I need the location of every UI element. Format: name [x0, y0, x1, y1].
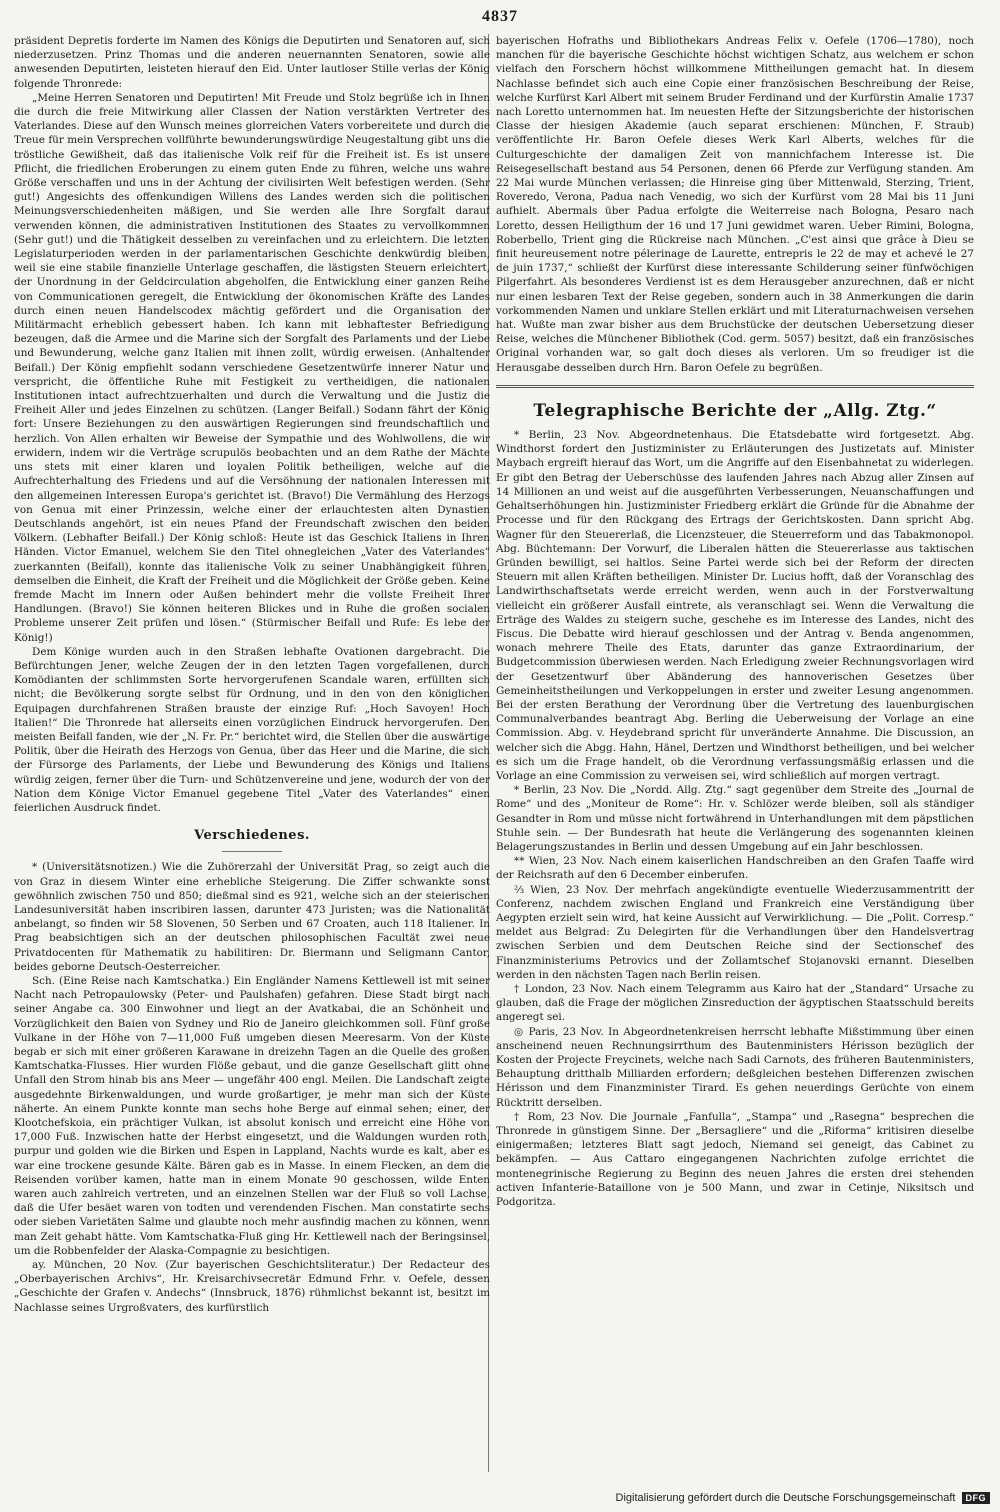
left-column [14, 34, 490, 1472]
section-heading: Verschiedenes. [194, 828, 310, 844]
footer-text: Digitalisierung gefördert durch die Deutsche Forschungsgemeinschaft [615, 1492, 956, 1504]
digitization-footer [616, 1492, 990, 1504]
article-paragraph: „Meine Herren Senatoren und Deputirten! Mit Freude und Stolz begrüße ich in Ihnen die durch die freie Mitwirkung aller Classen der Nation verstärkten Vertreter des Vaterlandes. Diese auf den Wunsch meines glorreichen Vaters vorbereitete und durch die Treue für mein Versprechen vollführte bewunderungswürdige Neugestaltung gibt uns die tröstliche Gewißheit, daß das italienische Volk reif für die Freiheit ist. Es ist unsere Pflicht, die friedlichen Eroberungen zu einem guten Ende zu führen, welche uns wahre Größe verschaffen und uns in der Achtung der civilisirten Welt befestigen werden. (Sehr gut!) Angesichts des offenkundigen Willens des Landes werden sich die politischen Meinungsverschiedenheiten mäßigen, und Sie werden alle Ihre Sorgfalt darauf verwenden können, die administrativen Institutionen des Staates zu vervollkommnen (Sehr gut!) und die Thätigkeit desselben zu vereinfachen und zu erleichtern. Die letzten Legislaturperioden werden in der parlamentarischen Geschichte denkwürdig bleiben, weil sie eine stabile finanzielle Unterlage geschaffen, die lästigsten Steuern erleichtert, der Unordnung in der Geldcirculation abgeholfen, die Entwicklung einer ganzen Reihe von Communicationen geregelt, die Entwicklung der ökonomischen Kräfte des Landes durch einen neuen Handelscodex mächtig gefördert und die Organisation der Militärmacht erheblich gebessert haben. Ich kann mit lebhaftester Befriedigung bezeugen, daß die Armee und die Marine sich der Sorgfalt des Parlaments und der Liebe und Bewunderung, welche ganz Italien mit ihnen zollt, würdig erweisen. (Anhaltender Beifall.) Der König empfiehlt sodann verschiedene Gesetzentwürfe innerer Natur und verspricht, die öffentliche Ruhe mit Festigkeit zu vertheidigen, die nationalen Institutionen intact aufrechtzuerhalten und durch die Verwaltung und die Justiz die Freiheit Aller und jedes Einzelnen zu schützen. (Langer Beifall.) Sodann fährt der König fort: Unsere Beziehungen zu den auswärtigen Regierungen sind freundschaftlich und herzlich. Von Allen erhalten wir Beweise der Sympathie und des Wohlwollens, die wir erwidern, indem wir die Verträge scrupulös beobachten und an dem Rathe der Mächte uns stets mit einer klaren und loyalen Politik betheiligen, welche auf die Aufrechterhaltung des Friedens und auf die Versöhnung der nationalen Interessen mit den allgemeinen Interessen Europa's gerichtet ist. (Bravo!) Die Vermählung des Herzogs von Genua mit einer Prinzessin, welche einer der erlauchtesten alten Dynastien Deutschlands angehört, ist ein neues Pfand der Freundschaft zwischen den beiden Völkern. (Lebhafter Beifall.) Der König schloß: Heute ist das Geschick Italiens in Ihren Händen. Victor Emanuel, welchem Sie den Titel ohnegleichen „Vater des Vaterlandes“ zuerkannten (Beifall), konnte das italienische Volk zu seiner Unabhängigkeit führen, demselben die Einheit, die Kraft der Freiheit und die Möglichkeit der Größe geben. Keine fremde Macht im Innern oder Außen behindert mehr die vollste Freiheit Ihrer Handlungen. (Bravo!) Sie können heiteren Blickes und in Ruhe die großen socialen Probleme unserer Zeit prüfen und lösen.“ (Stürmischer Beifall und Rufe: Es lebe der König!) [14, 91, 490, 644]
section-rule [222, 851, 282, 852]
telegram-item: * Berlin, 23 Nov. Die „Nordd. Allg. Ztg.“ sagt gegenüber dem Streite des „Journal de Rome“ und des „Moniteur de Rome“: Hr. v. Schlözer werde bleiben, soll als ständiger Gesandter in Rom und müsse nicht fortwährend in Unterhandlungen mit dem päpstlichen Stuhle sein. — Der Bundesrath hat heute die Verlängerung des sogenannten kleinen Belagerungszustandes in Berlin und dessen Umgebung auf ein Jahr beschlossen. [496, 784, 974, 853]
telegram-item: † Rom, 23 Nov. Die Journale „Fanfulla“, „Stampa“ und „Rasegna“ besprechen die Thronrede in günstigem Sinne. Der „Bersagliere“ und die „Riforma“ kritisiren dieselbe einigermaßen; letzteres Blatt sagt jedoch, Niemand sei geneigt, das Cabinet zu bekämpfen. — Aus Cattaro eingegangenen Nachrichten zufolge errichtet die montenegrinische Regierung zu Beginn des neuen Jahres die ersten drei stehenden activen Infanterie-Bataillone von je 500 Mann, und zwar in Cetinje, Niksitsch und Podgoritza. [496, 1110, 974, 1209]
right-column [496, 34, 974, 1472]
section-rule [496, 385, 974, 388]
telegram-item: ◎ Paris, 23 Nov. In Abgeordnetenkreisen herrscht lebhafte Mißstimmung über einen anscheinend neuen Rechnungsirrthum des Bautenministers Hérisson bezüglich der Kosten der Projecte Freycinets, welche nach Sadi Carnots, des früheren Bautenministers, Behauptung dritthalb Milliarden erfordern; deßgleichen bestehen Differenzen zwischen Hérisson und dem Finanzminister Tirard. Es gehen neuerdings Gerüchte von einem Rücktritt derselben. [496, 1025, 974, 1109]
section-heading: Telegraphische Berichte der „Allg. Ztg.“ [533, 400, 937, 421]
news-item: Sch. (Eine Reise nach Kamtschatka.) Ein Engländer Namens Kettlewell ist mit seiner Nacht nach Petropaulowsky (Peter- und Paulshafen) gefahren. Diese Stadt birgt nach seiner Angabe ca. 300 Einwohner und liegt an der Avatkabai, die an Schönheit und Vorzüglichkeit den Baien von Sydney und Rio de Janeiro gleichkommen soll. Fünf große Vulkane in der Höhe von 7—11,000 Fuß umgeben diesen Meeresarm. Von der Küste begab er sich mit einer größeren Karawane in dreizehn Tagen an die Quelle des großen Kamtschatka-Flusses. Hier wurden Flöße gebaut, und die ganze Gesellschaft glitt ohne Unfall den Strom hinab bis ans Meer — ungefähr 400 engl. Meilen. Die Landschaft zeigte ausgedehnte Birkenwaldungen, und wurde großartiger, je mehr man sich der Küste näherte. An einem Punkte konnte man sechs hohe Berge auf einmal sehen; einer, der Klootchefskoia, ein prächtiger Vulkan, ist absolut konisch und erreicht eine Höhe von 17,000 Fuß. Inzwischen hatte der Herbst eingesetzt, und die Waldungen wurden roth, purpur und golden wie die Birken und Espen in Lappland, Nachts wurde es kalt, aber es war eine trockene gesunde Kälte. Bären gab es in Masse. In einem Flecken, an dem die Reisenden vorüber kamen, hatte man in einem Monate 90 geschossen, wilde Enten waren auch zahlreich vertreten, und an einzelnen Stellen war der Fluß so voll Lachse, daß die Ufer besäet waren von todten und verendenden Fischen. Man constatirte sechs oder sieben Varietäten Salme und glaubte noch mehr ausfindig machen zu können, wenn man Zeit gehabt hätte. Vom Kamtschatka-Fluß ging Hr. Kettlewell nach der Beringsinsel, um die Robbenfelder der Alaska-Compagnie zu besichtigen. [14, 975, 490, 1257]
telegram-item: * Berlin, 23 Nov. Abgeordnetenhaus. Die Etatsdebatte wird fortgesetzt. Abg. Windthorst fordert den Justizminister zu Erläuterungen des Justizetats auf. Minister Maybach ergreift hierauf das Wort, um die Angriffe auf den Eisenbahnetat zu widerlegen. Er gibt den Betrag der Ueberschüsse des laufenden Jahres nach Abzug aller Zinsen auf 14 Millionen an und weist auf die ausgeführten Verbesserungen, Neuanschaffungen und Gehaltserhöhungen hin. Justizminister Friedberg erklärt die Gründe für die Abnahme der Processe und für den Rückgang des Ertrags der Gerichtskosten. Dann spricht Abg. Wagner für den Steuererlaß, die Licenzsteuer, die Steuerreform und das Tabakmonopol. Abg. Büchtemann: Der Vorwurf, die Liberalen hätten die Steuererlasse aus taktischen Gründen bewilligt, sei haltlos. Seine Partei werde sich bei der Reform der directen Steuern mit allen Kräften betheiligen. Minister Dr. Lucius hofft, daß der Voranschlag des Landwirthschaftsetats werde erreicht werden, wenn auch in der Forstverwaltung vielleicht ein größerer Ausfall eintrete, als veranschlagt sei. Wenn die Verwaltung die Erträge des Waldes zu steigern suche, geschehe es im Interesse des Landes, nicht des Fiscus. Die Debatte wird hierauf geschlossen und der Antrag v. Benda angenommen, wonach mehrere Theile des Etats, darunter das ganze Extraordinarium, der Budgetcommission überwiesen werden. Nach Erledigung zweier Rechnungsvorlagen wird der Gesetzentwurf über Abänderung des hannoverischen Gesetzes über Gemeinheitstheilungen und Verkoppelungen in erster und zweiter Lesung angenommen. Bei der ersten Berathung der Verordnung über die Vertretung des lauenburgischen Communalverbandes beantragt Abg. Berling die Ueberweisung der Vorlage an eine Commission. Abg. v. Heydebrand spricht für unveränderte Annahme. Die Discussion, an welcher sich die Abgg. Hahn, Hänel, Dertzen und Windthorst betheiligen, und bei welcher es sich um die Frage handelt, ob die Verordnung verfassungsmäßig erlassen und die Vorlage an eine Commission zu verweisen sei, wird schließlich auf morgen vertragt. [496, 429, 974, 782]
page-number: 4837 [482, 8, 518, 25]
dfg-logo-icon: DFG [962, 1492, 991, 1504]
telegram-item: ** Wien, 23 Nov. Nach einem kaiserlichen Handschreiben an den Grafen Taaffe wird der Reichsrath auf den 6 December einberufen. [496, 855, 974, 882]
news-item: ay. München, 20 Nov. (Zur bayerischen Geschichtsliteratur.) Der Redacteur des „Oberbayerischen Archivs“, Hr. Kreisarchivsecretär Edmund Frhr. v. Oefele, dessen „Geschichte der Grafen v. Andechs“ (Innsbruck, 1876) rühmlichst bekannt ist, besitzt im Nachlasse seines Urgroßvaters, des kurfürstlich [14, 1259, 490, 1314]
article-paragraph: bayerischen Hofraths und Bibliothekars Andreas Felix v. Oefele (1706—1780), noch manchen für die bayerische Geschichte höchst wichtigen Schatz, aus welchem er schon vielfach den Forschern höchst willkommene Mittheilungen gemacht hat. In diesem Nachlasse befindet sich auch eine Copie einer französischen Beschreibung der Reise, welche Kurfürst Karl Albert mit seinem Bruder Ferdinand und der Kurfürstin Amalie 1737 nach Loretto unternommen hat. Im neuesten Hefte der Sitzungsberichte der historischen Classe der hiesigen Akademie (auch separat erschienen: München, F. Straub) veröffentlichte Hr. Baron Oefele dieses Werk Karl Alberts, welches für die Culturgeschichte der damaligen Zeit von mannichfachem Interesse ist. Die Reisegesellschaft bestand aus 54 Personen, denen 66 Pferde zur Verfügung standen. Am 22 Mai wurde München verlassen; die Hinreise ging über Mittenwald, Sterzing, Trient, Roveredo, Verona, Padua nach Venedig, wo sich der Kurfürst vom 28 Mai bis 11 Juni aufhielt. Abermals über Padua erfolgte die Weiterreise nach Bologna, Pesaro nach Loretto, dessen Heiligthum der 16 und 17 Juni gewidmet waren. Ueber Rimini, Bologna, Roberbello, Trient ging die Rückreise nach München. „C'est ainsi que grâce à Dieu se finit heureusement notre pélerinage de Laurette, entrepris le 22 de may et achevé le 27 de juin 1737,“ schließt der Kurfürst diese interessante Schilderung seiner fünfwöchigen Pilgerfahrt. Als besonderes Verdienst ist es dem Herausgeber anzurechnen, daß er nicht nur einen lesbaren Text der Reise gegeben, sondern auch in 38 Anmerkungen die darin vorkommenden Namen und unklare Stellen erklärt und mit Literaturnachweisen versehen hat. Wußte man zwar bisher aus dem Bruchstücke der deutschen Uebersetzung dieser Reise, welches die Münchener Bibliothek (Cod. germ. 5057) besitzt, daß ein französisches Original vorhanden war, so galt doch dieses als verloren. Um so freudiger ist die Herausgabe desselben durch Hrn. Baron Oefele zu begrüßen. [496, 35, 974, 374]
telegram-item: ⅔ Wien, 23 Nov. Der mehrfach angekündigte eventuelle Wiederzusammentritt der Conferenz, nachdem zwischen England und Frankreich eine Verständigung über Aegypten erzielt sein wird, hat keine Aussicht auf Verwirklichung. — Die „Polit. Corresp.“ meldet aus Belgrad: Zu Delegirten für die Verhandlungen über den Handelsvertrag zwischen Serbien und dem Deutschen Reiche sind der Sectionschef des Finanzministeriums Petrovics und der Zollamtschef Stojanovski ernannt. Dieselben werden in den nächsten Tagen nach Berlin reisen. [496, 883, 974, 981]
telegram-item: † London, 23 Nov. Nach einem Telegramm aus Kairo hat der „Standard“ Ursache zu glauben, daß die Frage der möglichen Zinsreduction der ägyptischen Staatsschuld bereits angeregt sei. [496, 983, 974, 1024]
article-paragraph: präsident Depretis forderte im Namen des Königs die Deputirten und Senatoren auf, sich niederzusetzen. Prinz Thomas und die anderen neuernannten Senatoren, sowie alle anwesenden Deputirten, leisteten hierauf den Eid. Unter lautloser Stille verlas der König folgende Thronrede: [14, 35, 490, 90]
news-item: * (Universitätsnotizen.) Wie die Zuhörerzahl der Universität Prag, so zeigt auch die von Graz in diesem Winter eine erhebliche Steigerung. Die Ziffer schwankte sonst gewöhnlich zwischen 750 und 850; dießmal sind es 921, welche sich an der steierischen Landesuniversität haben inscribiren lassen, darunter 473 Juristen; was die Nationalität anbelangt, so finden wir 58 Slovenen, 50 Serben und 67 Croaten, auch 118 Italiener. In Prag beabsichtigen sich an der deutschen philosophischen Facultät zwei neue Privatdocenten für Mathematik zu habilitiren: Dr. Biermann und Seligmann Cantor, beides geborne Deutsch-Oesterreicher. [14, 861, 490, 973]
article-paragraph: Dem Könige wurden auch in den Straßen lebhafte Ovationen dargebracht. Die Befürchtungen Jener, welche Zeugen der in den letzten Tagen vorgefallenen, durch Komödianten der schlimmsten Sorte hervorgerufenen Scandale waren, erfüllten sich nicht; die Bevölkerung sorgte selbst für Ordnung, und in den von den königlichen Equipagen durchfahrenen Straßen brauste der einzige Ruf: „Hoch Savoyen! Hoch Italien!“ Die Thronrede hat allerseits einen vorzüglichen Eindruck hervorgerufen. Den meisten Beifall fanden, wie der „N. Fr. Pr.“ berichtet wird, die Stellen über die auswärtige Politik, über die Heirath des Herzogs von Genua, über das Heer und die Marine, die sich der Fürsorge des Parlaments, der Liebe und Bewunderung des Königs und Italiens würdig zeigen, ferner über die Turn- und Schützenvereine und jene, wodurch der von der Nation dem Könige Victor Emanuel gegebene Titel „Vater des Vaterlandes“ einen feierlichen Ausdruck findet. [14, 645, 490, 814]
